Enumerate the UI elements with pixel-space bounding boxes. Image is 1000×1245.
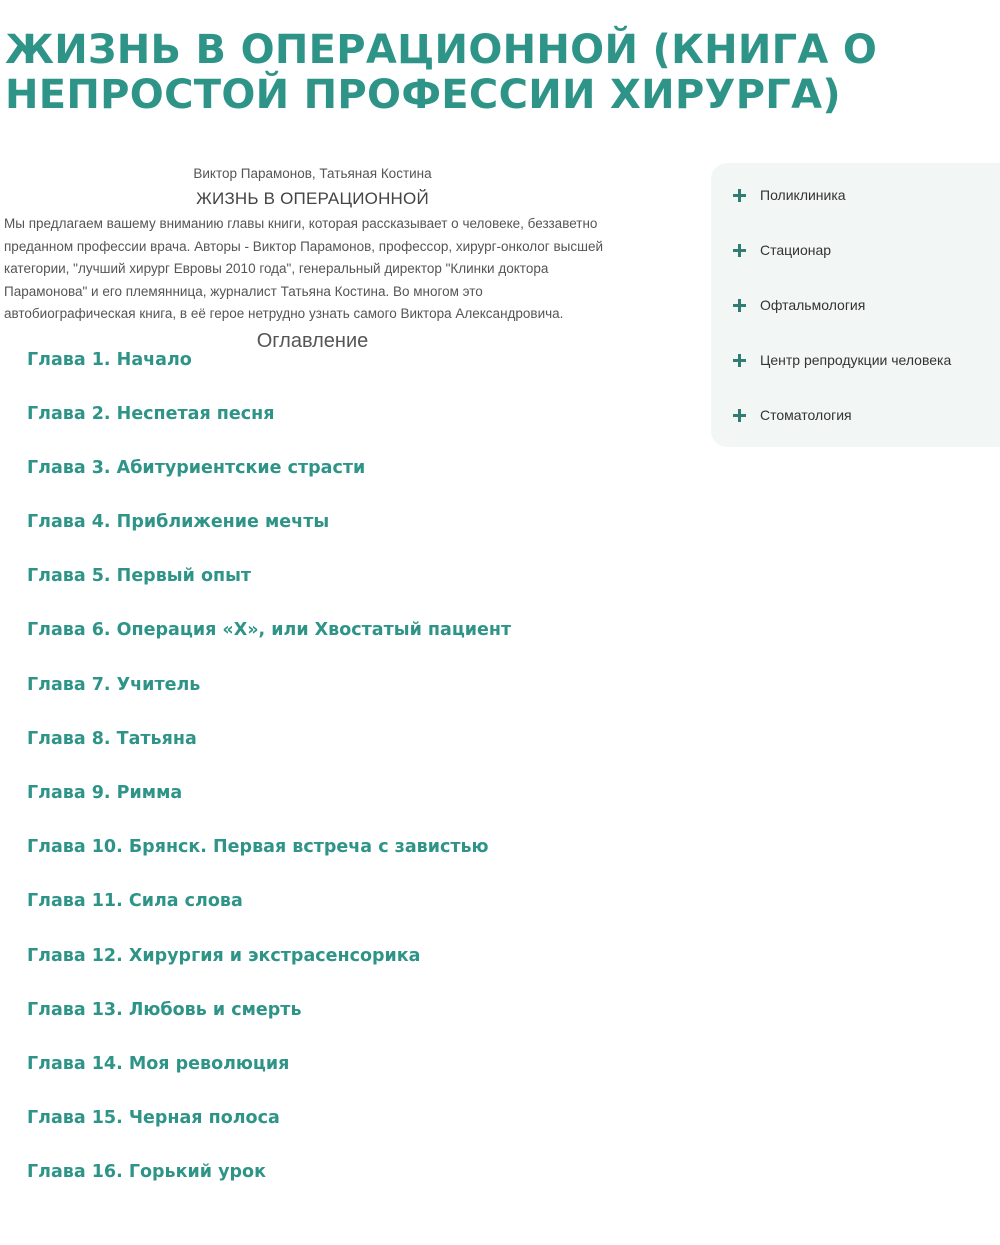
chapter-link-15[interactable]: Глава 15. Черная полоса: [27, 1108, 280, 1129]
chapter-link-16[interactable]: Глава 16. Горький урок: [27, 1162, 266, 1183]
article-authors: Виктор Парамонов, Татьяная Костина: [193, 166, 432, 181]
sidebar-item-polyclinic[interactable]: [733, 184, 1000, 239]
plus-icon: [733, 409, 746, 422]
chapter-link-2[interactable]: Глава 2. Неспетая песня: [27, 403, 275, 424]
chapter-link-7[interactable]: Глава 7. Учитель: [27, 674, 201, 695]
sidebar-item-label: Поликлиника: [760, 187, 846, 203]
plus-icon: [733, 244, 746, 257]
chapter-link-6[interactable]: Глава 6. Операция «Х», или Хвостатый пациент: [27, 620, 512, 641]
sidebar-item-label: Стационар: [760, 242, 832, 258]
sidebar-item-dentistry[interactable]: [733, 404, 1000, 459]
sidebar-item-hospital[interactable]: [733, 239, 1000, 294]
toc-heading: Оглавление: [256, 329, 369, 352]
chapter-link-10[interactable]: Глава 10. Брянск. Первая встреча с завистью: [27, 837, 489, 858]
sidebar-item-ophthalmology[interactable]: [733, 294, 1000, 349]
chapter-link-8[interactable]: Глава 8. Татьяна: [27, 728, 197, 749]
chapter-link-14[interactable]: Глава 14. Моя революция: [27, 1053, 290, 1074]
book-name: ЖИЗНЬ В ОПЕРАЦИОННОЙ: [196, 189, 429, 208]
article-content: [0, 160, 615, 1216]
table-of-contents: [0, 349, 615, 1216]
article-intro: Мы предлагаем вашему вниманию главы книги, которая рассказывает о человеке, беззаветно преданном профессии врача. Авторы - Виктор Парамонов, профессор, хирург-онколог высшей категории, "лучший хирург Евровы 2010 года", генеральный директор "Клинки доктора Парамонова" и его племянница, журналист Татьяна Костина. Во многом это автобиографическая книга, в её герое нетрудно узнать самого Виктора Александровича.: [4, 216, 603, 321]
chapter-link-4[interactable]: Глава 4. Приближение мечты: [27, 512, 330, 533]
chapter-link-9[interactable]: Глава 9. Римма: [27, 783, 183, 803]
plus-icon: [733, 189, 746, 202]
sidebar-item-label: Центр репродукции человека: [760, 352, 952, 368]
page-title: ЖИЗНЬ В ОПЕРАЦИОННОЙ (КНИГА О НЕПРОСТОЙ ПРОФЕССИИ ХИРУРГА): [5, 27, 878, 118]
chapter-link-5[interactable]: Глава 5. Первый опыт: [27, 566, 252, 587]
chapter-link-11[interactable]: Глава 11. Сила слова: [27, 891, 243, 912]
chapter-link-13[interactable]: Глава 13. Любовь и смерть: [27, 999, 302, 1020]
sidebar-item-reproduction-center[interactable]: [733, 349, 1000, 404]
sidebar-menu: [711, 163, 1000, 447]
plus-icon: [733, 354, 746, 367]
sidebar-item-label: Офтальмология: [760, 297, 866, 313]
chapter-link-12[interactable]: Глава 12. Хирургия и экстрасенсорика: [27, 945, 421, 966]
chapter-link-1[interactable]: Глава 1. Начало: [27, 349, 192, 370]
sidebar-item-label: Стоматология: [760, 407, 852, 423]
plus-icon: [733, 299, 746, 312]
chapter-link-3[interactable]: Глава 3. Абитуриентские страсти: [27, 457, 366, 478]
